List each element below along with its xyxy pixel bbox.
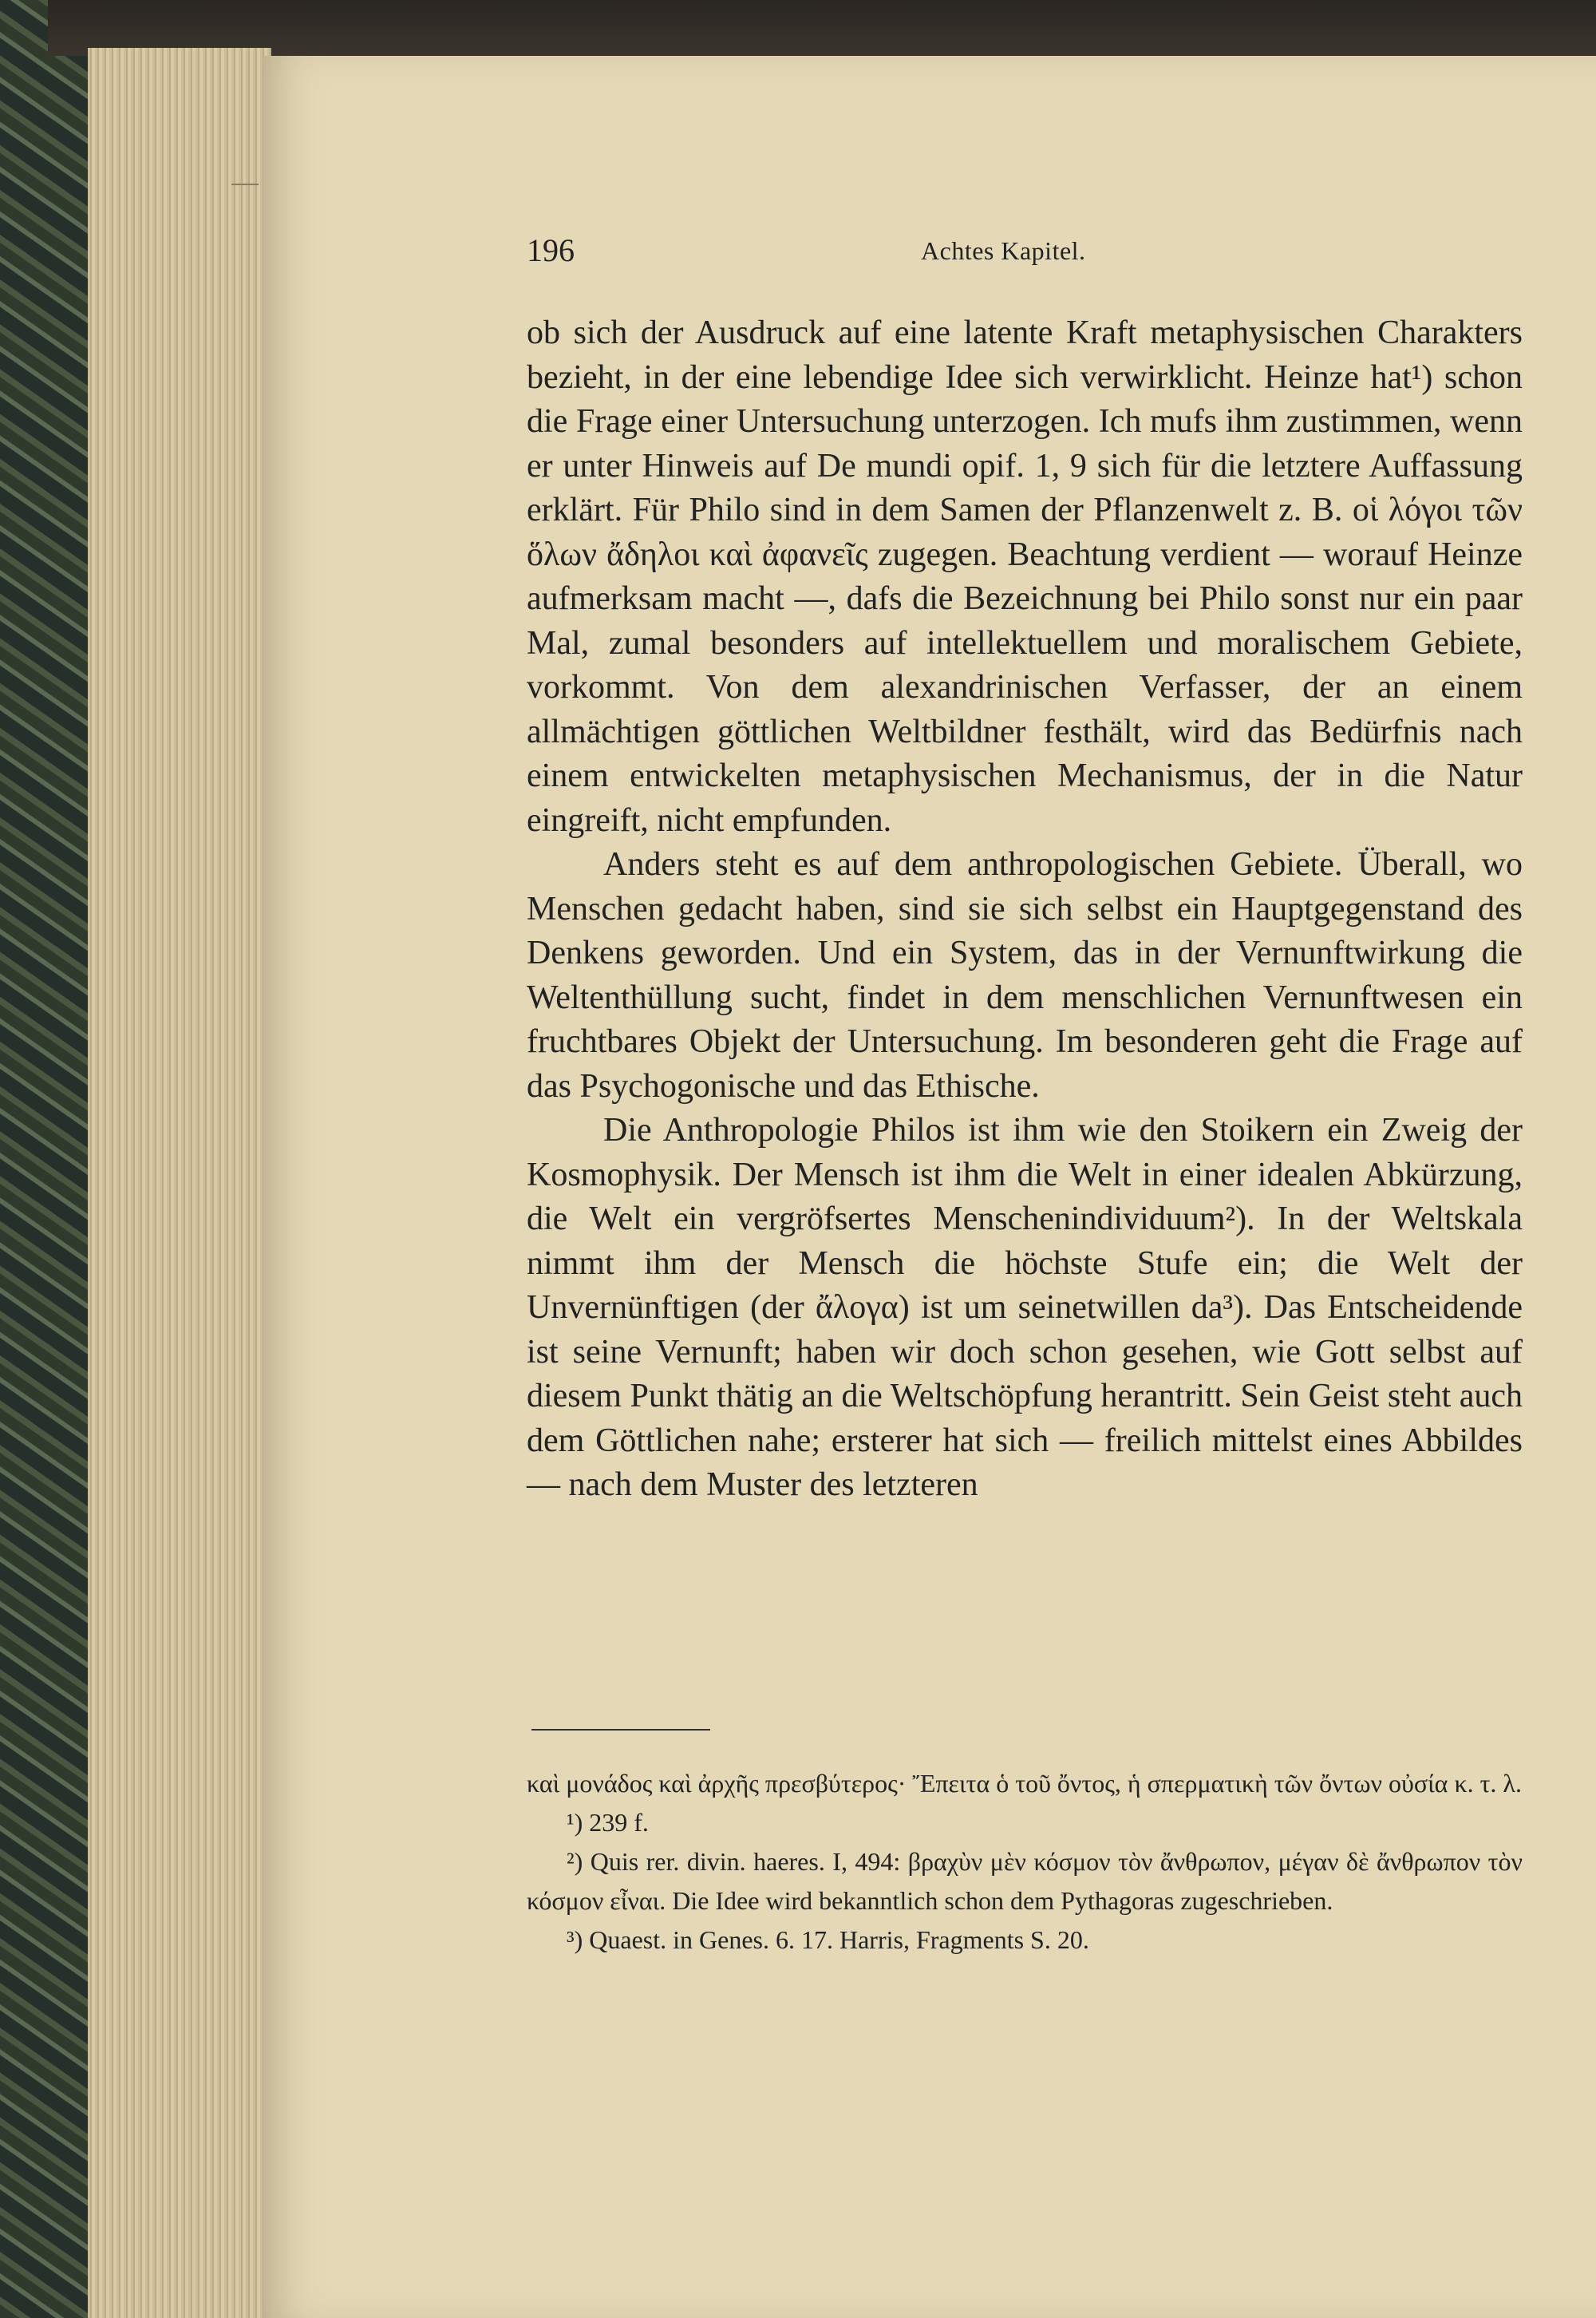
footnotes bbox=[527, 1764, 1523, 1960]
page-edges bbox=[88, 48, 271, 2318]
paragraph-1: ob sich der Ausdruck auf eine latente Kraft metaphysischen Charakters bezieht, in der eine lebendige Idee sich verwirklicht. Heinze hat¹) schon die Frage einer Untersuchung unterzogen. Ich mufs ihm zustimmen, wenn er unter Hinweis auf De mundi opif. 1, 9 sich für die letztere Auffassung erklärt. Für Philo sind in dem Samen der Pflanzenwelt z. B. οἱ λόγοι τῶν ὅλων ἄδηλοι καὶ ἀφανεῖς zugegen. Beachtung verdient — worauf Heinze aufmerksam macht —, dafs die Bezeichnung bei Philo sonst nur ein paar Mal, zumal besonders auf intellektuellem und moralischem Gebiete, vorkommt. Von dem alexandrinischen Verfasser, der an einem allmächtigen göttlichen Weltbildner festhält, wird das Bedürfnis nach einem entwickelten metaphysischen Mechanismus, der in die Natur eingreift, nicht empfunden. bbox=[527, 314, 1523, 839]
book-binding bbox=[48, 0, 1596, 56]
running-head: Achtes Kapitel. bbox=[921, 236, 1086, 265]
page-number: 196 bbox=[527, 232, 575, 268]
footnote-1: ¹) 239 f. bbox=[567, 1808, 649, 1837]
paragraph-3: Die Anthropologie Philos ist ihm wie den Stoikern ein Zweig der Kosmophysik. Der Mensch ist ihm die Welt in einer idealen Abkürzung, die Welt ein vergröfsertes Menschenindividuum²). In der Weltskala nimmt ihm der Mensch die höchste Stufe ein; die Welt der Unvernünftigen (der ἄλογα) ist um seinetwillen da³). Das Entscheidende ist seine Vernunft; haben wir doch schon gesehen, wie Gott selbst auf diesem Punkt thätig an die Weltschöpfung herantritt. Sein Geist steht auch dem Göttlichen nahe; ersterer hat sich — freilich mittelst eines Abbildes — nach dem Muster des letzteren bbox=[527, 1112, 1523, 1503]
footnote-2: ²) Quis rer. divin. haeres. I, 494: βραχὺν μὲν κόσμον τὸν ἄνθρωπον, μέγαν δὲ ἄνθρωπον τὸν κόσμον εἶναι. Die Idee wird bekanntlich schon dem Pythagoras zugeschrieben. bbox=[527, 1847, 1523, 1915]
footnote-carryover: καὶ μονάδος καὶ ἀρχῆς πρεσβύτερος· Ἔπειτα ὁ τοῦ ὄντος, ἡ σπερματικὴ τῶν ὄντων οὐσία κ. τ. λ. bbox=[527, 1769, 1522, 1798]
footnote-rule bbox=[531, 1729, 710, 1731]
page-header bbox=[527, 231, 1117, 279]
margin-mark bbox=[231, 184, 259, 185]
footnote-3: ³) Quaest. in Genes. 6. 17. Harris, Fragments S. 20. bbox=[567, 1925, 1089, 1954]
body-text bbox=[527, 311, 1523, 1508]
paragraph-2: Anders steht es auf dem anthropologischen Gebiete. Überall, wo Menschen gedacht haben, sind sie sich selbst ein Hauptgegenstand des Denkens geworden. Und ein System, das in der Vernunftwirkung die Weltenthüllung sucht, findet in dem menschlichen Vernunftwesen ein fruchtbares Objekt der Untersuchung. Im besonderen geht die Frage auf das Psychogonische und das Ethische. bbox=[527, 846, 1523, 1105]
